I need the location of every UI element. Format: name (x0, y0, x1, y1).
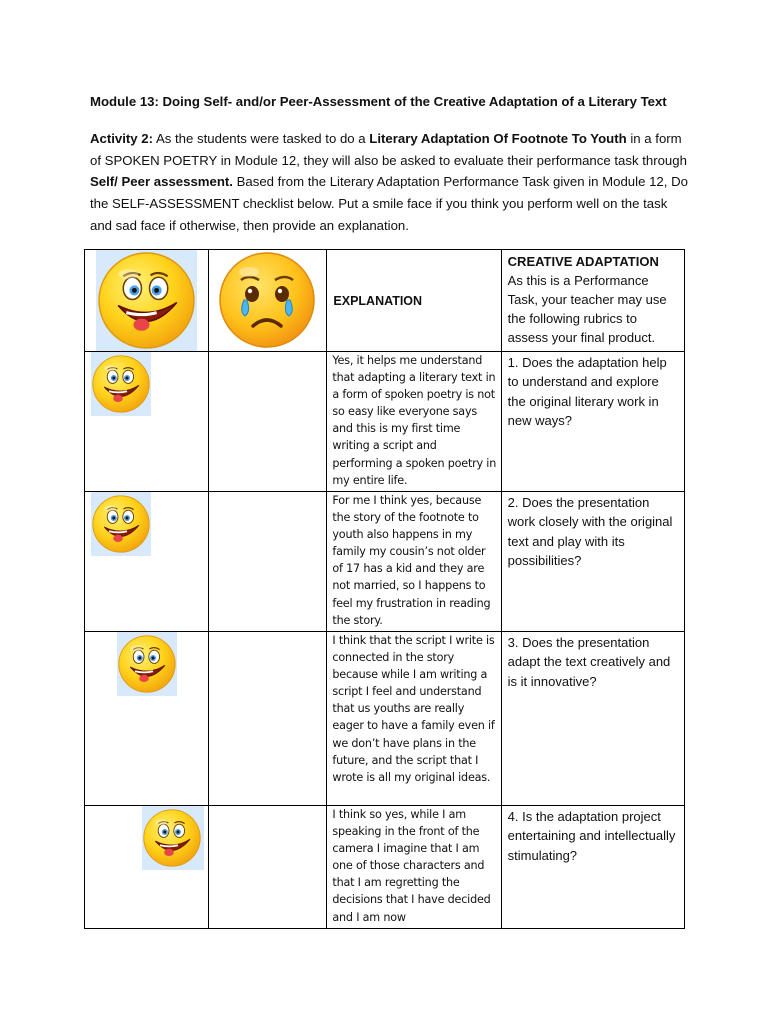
smile-cell (85, 492, 209, 632)
header-sad-cell (209, 250, 327, 352)
table-row (85, 492, 685, 632)
sad-cell[interactable] (209, 352, 327, 492)
header-smile-cell (85, 250, 209, 352)
intro-bold-1: Literary Adaptation Of Footnote To Youth (369, 131, 627, 146)
explanation-cell: Yes, it helps me understand that adapting a literary text in a form of spoken poetry is not so easy like everyone says and this is my first time writing a script and performing a spoken poetry in my entire life. (327, 352, 501, 492)
criteria-header (501, 250, 684, 352)
smiling-face-icon (91, 494, 151, 554)
smiling-face-icon (96, 250, 197, 351)
intro-text-3: Based from the Literary Adaptation Performance Task given in Module 12, Do the SELF-ASSESSMENT checklist below. Put a smile face if you think you perform well on the task and sad face if otherwise, then provide an explanation. (90, 174, 688, 233)
activity-paragraph (90, 128, 690, 237)
smile-cell (85, 632, 209, 806)
criterion-cell: 1. Does the adaptation help to understand and explore the original literary work in new ways? (501, 352, 684, 492)
table-header-row (85, 250, 685, 352)
table-row (85, 806, 685, 929)
crying-face-icon (217, 250, 317, 350)
sad-cell[interactable] (209, 806, 327, 929)
smiling-face-icon (117, 634, 177, 694)
intro-text-2: in a form of SPOKEN POETRY in Module 12, they will also be asked to evaluate their performance task through (90, 131, 687, 168)
explanation-cell: I think that the script I write is connected in the story because while I am writing a script I feel and understand that us youths are really eager to have a family even if we don’t have plans in the future, and the script that I wrote is all my original ideas. (327, 632, 501, 806)
explanation-cell: I think so yes, while I am speaking in the front of the camera I imagine that I am one of those characters and that I am regretting the decisions that I have decided and I am now (327, 806, 501, 929)
explanation-cell: For me I think yes, because the story of the footnote to youth also happens in my family my cousin’s not older of 17 has a kid and they are not married, so I happens to feel my frustration in reading the story. (327, 492, 501, 632)
criterion-cell: 2. Does the presentation work closely with the original text and play with its possibilities? (501, 492, 684, 632)
criteria-title: CREATIVE ADAPTATION (507, 254, 659, 269)
smiling-face-icon (91, 354, 151, 414)
table-row (85, 632, 685, 806)
self-assessment-table (84, 249, 685, 929)
page-title: Module 13: Doing Self- and/or Peer-Assessment of the Creative Adaptation of a Literary Text (90, 94, 667, 109)
criteria-intro: As this is a Performance Task, your teacher may use the following rubrics to assess your final product. (507, 273, 667, 345)
intro-bold-2: Self/ Peer assessment. (90, 174, 233, 190)
intro-text-1: As the students were tasked to do a (153, 131, 370, 146)
smile-cell (85, 806, 209, 929)
sad-cell[interactable] (209, 632, 327, 806)
table-row (85, 352, 685, 492)
criterion-cell: 4. Is the adaptation project entertaining and intellectually stimulating? (501, 806, 684, 929)
criterion-cell: 3. Does the presentation adapt the text creatively and is it innovative? (501, 632, 684, 806)
explanation-header: EXPLANATION (327, 250, 501, 352)
smile-cell (85, 352, 209, 492)
smiling-face-icon (142, 808, 202, 868)
activity-label: Activity 2: (90, 131, 154, 146)
sad-cell[interactable] (209, 492, 327, 632)
